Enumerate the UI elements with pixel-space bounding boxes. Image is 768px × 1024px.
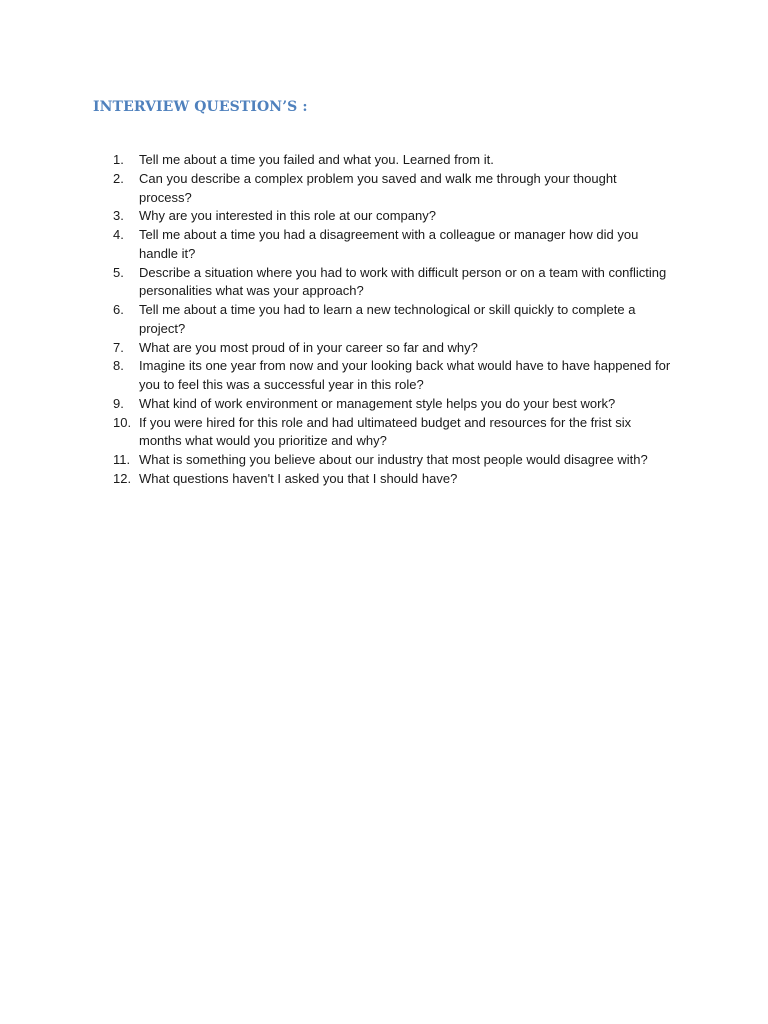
list-item-text: What questions haven't I asked you that I should have? [139,470,458,486]
list-item-number: 2. [113,170,124,186]
list-item-text: Tell me about a time you had a disagreement with a colleague or manager how did you handle it? [139,227,639,261]
list-item-text: What are you most proud of in your career so far and why? [139,339,478,355]
list-item-number: 5. [113,264,124,280]
list-item-number: 1. [113,152,124,167]
list-item [113,451,673,470]
list-item-text: Can you describe a complex problem you saved and walk me through your thought process? [139,170,617,205]
list-item-number: 6. [113,302,124,317]
list-item [113,339,673,358]
list-item [113,357,673,395]
list-item-number: 11. [113,452,131,467]
list-item-text: If you were hired for this role and had ultimateed budget and resources for the frist six months what would you prioritize and why? [139,414,632,449]
list-item [113,264,673,302]
questions-list [113,151,673,489]
list-item-text: Tell me about a time you had to learn a new technological or skill quickly to complete a project? [139,302,636,336]
list-item-number: 12. [113,470,132,486]
document-heading: INTERVIEW QUESTION’S : [93,99,308,115]
list-item [113,170,673,208]
list-item-text: Why are you interested in this role at our company? [139,208,436,224]
list-item [113,151,673,170]
list-item-number: 10. [113,414,132,430]
list-item [113,395,673,414]
list-item-text: Tell me about a time you failed and what you. Learned from it. [139,152,494,167]
list-item [113,301,673,339]
list-item-text: What is something you believe about our industry that most people would disagree with? [139,452,648,467]
list-item-number: 3. [113,208,124,224]
list-item [113,207,673,226]
list-item-text: Imagine its one year from now and your looking back what would have to have happened for you to feel this was a successful year in this role? [139,358,671,392]
list-item-number: 4. [113,227,124,242]
list-item-text: Describe a situation where you had to work with difficult person or on a team with conflicting personalities what was your approach? [139,264,667,299]
list-item [113,470,673,489]
list-item [113,414,673,452]
list-item-number: 7. [113,339,124,355]
list-item-text: What kind of work environment or management style helps you do your best work? [139,395,616,411]
list-item-number: 9. [113,395,124,411]
list-item-number: 8. [113,358,124,374]
list-item [113,226,673,264]
